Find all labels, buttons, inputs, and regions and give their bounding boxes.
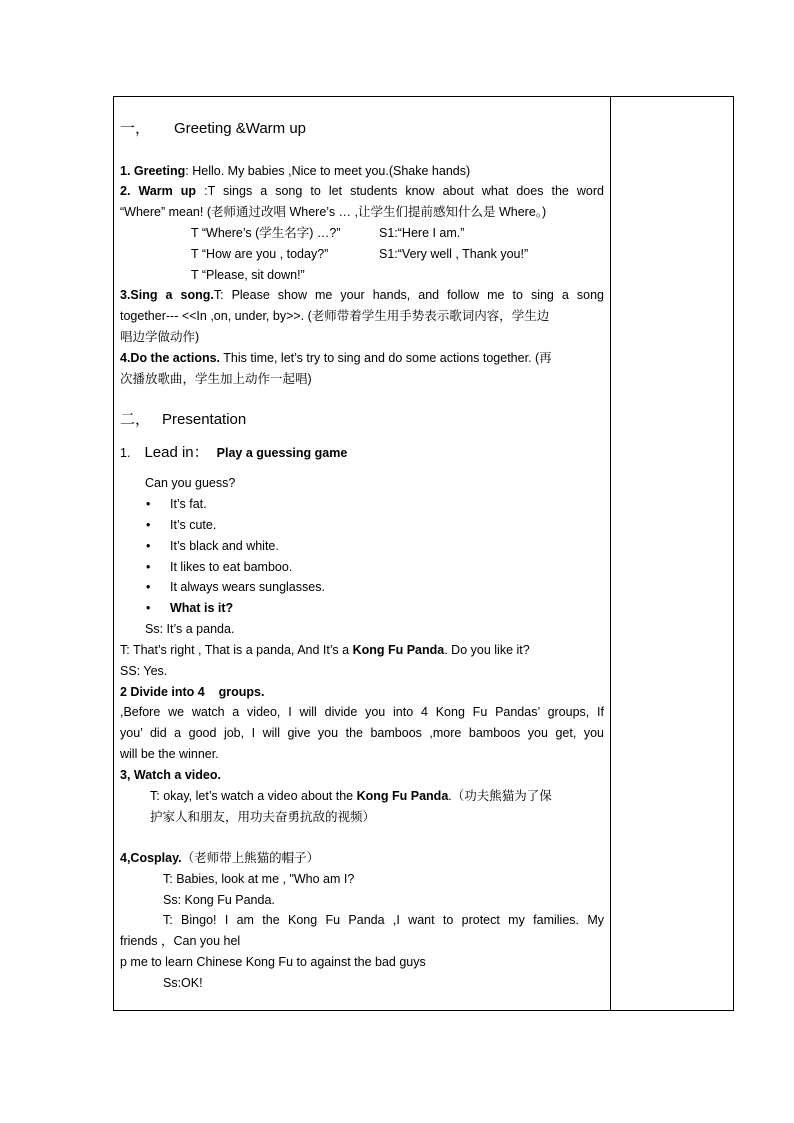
dialog-reply: S1:“Very well , Thank you!” [379,247,529,261]
greeting-line: 1. Greeting: Hello. My babies ,Nice to meet you.(Shake hands) [120,164,471,178]
cosplay-line: p me to learn Chinese Kong Fu to against the bad guys [120,955,426,969]
dialog-reply: S1:“Here I am.” [379,226,465,240]
watch-heading: 3, Watch a video. [120,768,221,782]
dialog-row: T “How are you , today?” [191,247,329,261]
lesson-table [113,96,734,1011]
cosplay-line: Ss:OK! [163,976,203,990]
watch-line-1: T: okay, let’s watch a video about the Kong Fu Panda.（功夫熊猫为了保 [150,789,552,803]
leadin-line: 1. Lead in： Play a guessing game [120,444,348,461]
warmup-line-2: “Where” mean! (老师通过改唱 Where’s … ,让学生们提前感知什么是 Where。) [120,205,547,219]
cosplay-heading: 4,Cosplay.（老师带上熊猫的帽子） [120,851,320,865]
teacher-line: T: That’s right , That is a panda, And It’s a Kong Fu Panda. Do you like it? [120,643,530,657]
ss-yes-line: SS: Yes. [120,664,168,678]
song-line-2: together--- <<In ,on, under, by>>. (老师带着学生用手势表示歌词内容，学生边 [120,309,550,323]
answer-line: Ss: It’s a panda. [145,622,235,636]
column-divider [610,97,611,1010]
clue-item: • It’s black and white. [146,539,279,553]
guess-prompt: Can you guess? [145,476,236,490]
bullet-icon: • [146,518,151,532]
actions-line-1: 4.Do the actions. This time, let’s try to sing and do some actions together. (再 [120,351,552,365]
divide-heading: 2 Divide into 4 groups. [120,685,265,699]
watch-line-2: 护家人和朋友，用功夫奋勇抗敌的视频） [150,810,376,824]
cosplay-line: friends ，Can you hel [120,934,241,948]
bullet-icon: • [146,580,151,594]
dialog-row: T “Please, sit down!” [191,268,305,282]
divide-line-3: will be the winner. [120,747,219,761]
bullet-icon: • [146,497,151,511]
song-line-1: 3.Sing a song.T: Please show me your hands, and follow me to sing a song [120,288,604,302]
cosplay-line: T: Babies, look at me , "Who am I? [163,872,355,886]
section1-heading: 一， Greeting &Warm up [120,120,307,137]
bullet-icon: • [146,560,151,574]
actions-line-2: 次播放歌曲，学生加上动作一起唱) [120,372,312,386]
divide-line-1: ,Before we watch a video, I will divide you into 4 Kong Fu Pandas’ groups, If [120,705,604,719]
dialog-row: T “Where’s (学生名字) …?” [191,226,341,240]
bullet-icon: • [146,539,151,553]
bullet-icon: • [146,601,151,615]
cosplay-line: Ss: Kong Fu Panda. [163,893,275,907]
song-line-3: 唱边学做动作) [120,330,200,344]
clue-item: • It always wears sunglasses. [146,580,325,594]
cosplay-line: T: Bingo! I am the Kong Fu Panda ,I want to protect my families. My [163,913,604,927]
divide-line-2: you’ did a good job, I will give you the bamboos ,more bamboos you get, you [120,726,604,740]
section2-heading: 二， Presentation [120,411,247,428]
clue-item: • It’s fat. [146,497,207,511]
clue-item: • It’s cute. [146,518,217,532]
clue-item: • It likes to eat bamboo. [146,560,293,574]
warmup-line-1: 2. Warm up :T sings a song to let students know about what does the word [120,184,604,198]
clue-question: • What is it? [146,601,234,615]
